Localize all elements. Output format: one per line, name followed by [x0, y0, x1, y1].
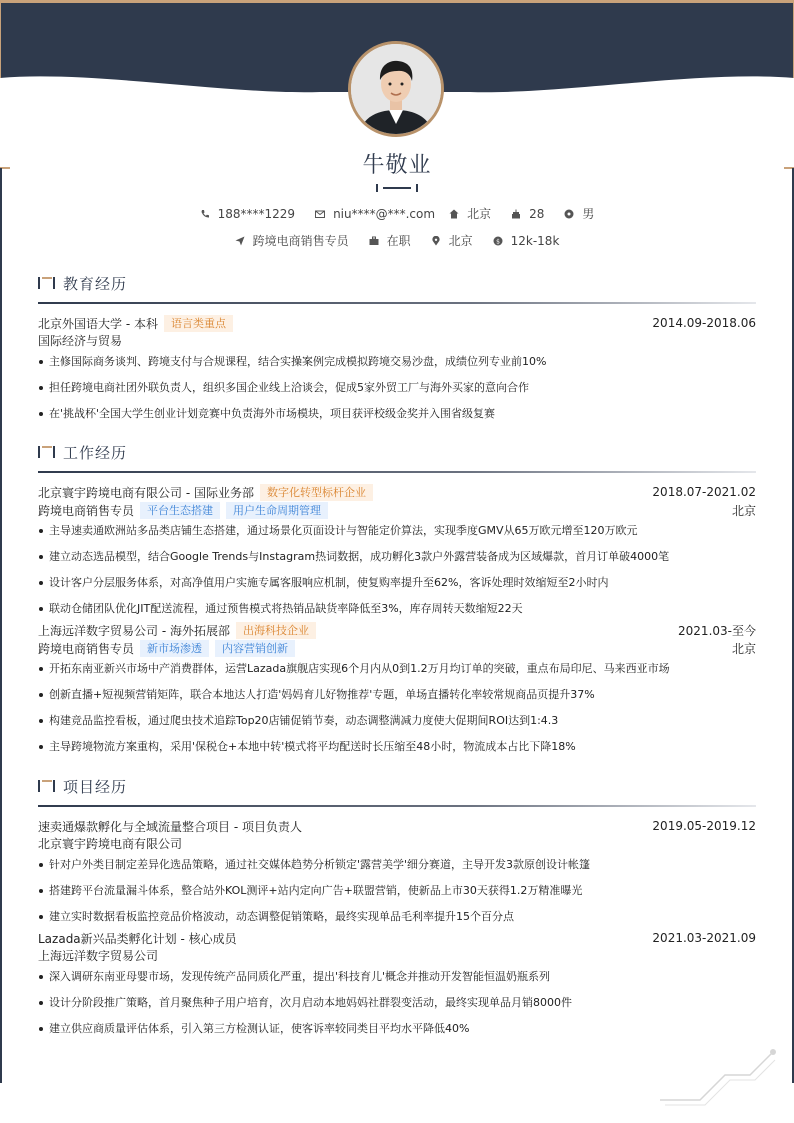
skill-tag: 平台生态搭建: [140, 502, 220, 519]
work-item: [38, 483, 756, 617]
candidate-name: 牛敬业: [362, 153, 432, 178]
list-item: 主导跨境物流方案重构，采用'保税仓+本地中转'模式将平均配送时长压缩至48小时，物流成本占比下降18%: [38, 739, 756, 755]
major: 国际经济与贸易: [38, 334, 123, 348]
status-text: 在职: [386, 234, 411, 248]
city-text: 北京: [467, 207, 492, 221]
email-item: [315, 207, 435, 221]
section-divider: [38, 805, 756, 807]
company-name: 北京寰宇跨境电商有限公司 - 国际业务部: [38, 485, 254, 500]
project-item: [38, 817, 756, 925]
send-icon: [235, 236, 245, 246]
education-item: [38, 314, 756, 422]
svg-text:$: $: [495, 237, 500, 245]
list-item: 设计分阶段推广策略，首月聚焦种子用户培育，次月启动本地妈妈社群裂变活动，最终实现单品月销8000件: [38, 995, 756, 1011]
job-item: [235, 232, 349, 249]
email-text: niu****@***.com: [333, 206, 436, 221]
list-item: 建立供应商质量评估体系，引入第三方检测认证，使客诉率较同类目平均水平降低40%: [38, 1021, 756, 1037]
city-item: [449, 205, 491, 222]
footer-line-ornament: [655, 1045, 785, 1110]
role-name: 跨境电商销售专员: [38, 641, 135, 656]
skill-tag: 新市场渗透: [140, 640, 209, 657]
avatar: [348, 41, 444, 137]
project-org: 上海远洋数字贸易公司: [38, 949, 159, 963]
section-bracket-icon: [38, 445, 56, 459]
company-tag: 数字化转型标杆企业: [260, 484, 373, 501]
avatar-portrait-icon: [351, 44, 441, 134]
salary-item: [493, 234, 560, 248]
list-item: 主修国际商务谈判、跨境支付与合规课程，结合实操案例完成模拟跨境交易沙盘，成绩位列专业前10%: [38, 354, 756, 370]
project-bullets: [38, 969, 756, 1037]
school-name: 北京外国语大学 - 本科: [38, 316, 158, 331]
company-tag: 出海科技企业: [236, 622, 316, 639]
email-icon: [315, 209, 325, 219]
age-item: [511, 207, 544, 221]
list-item: 创新直播+短视频营销矩阵，联合本地达人打造'妈妈育儿好物推荐'专题，单场直播转化率较常规商品页提升37%: [38, 687, 756, 703]
age-text: 28: [529, 206, 545, 221]
work-location: 北京: [731, 503, 756, 518]
list-item: 深入调研东南亚母婴市场，发现传统产品同质化严重，提出'科技育儿'概念并推动开发智能恒温奶瓶系列: [38, 969, 756, 985]
home-icon: [449, 209, 459, 219]
briefcase-icon: [369, 236, 379, 246]
project-dates: 2021.03-2021.09: [652, 931, 756, 945]
list-item: 建立动态选品模型，结合Google Trends与Instagram热词数据，成功孵化3款户外露营装备成为区域爆款，首月订单破4000笔: [38, 549, 756, 565]
work-bullets: [38, 523, 756, 617]
money-icon: [493, 236, 503, 246]
phone-icon: [200, 209, 210, 219]
work-section: [38, 441, 756, 765]
school-tag: 语言类重点: [164, 315, 233, 332]
education-section: [38, 272, 756, 432]
list-item: 联动仓储团队优化JIT配送流程，通过预售模式将热销品缺货率降低至3%，库存周转天数缩短22天: [38, 601, 756, 617]
list-item: 建立实时数据看板监控竞品价格波动，动态调整促销策略，最终实现单品毛利率提升15个百分点: [38, 909, 756, 925]
location-pin-icon: [431, 236, 441, 246]
skill-tag: 用户生命周期管理: [226, 502, 328, 519]
projects-section: [38, 775, 756, 1047]
gender-icon: [564, 209, 574, 219]
work-item: [38, 621, 756, 755]
list-item: 主导速卖通欧洲站多品类店铺生态搭建，通过场景化页面设计与智能定价算法，实现季度GMV从65万欧元增至120万欧元: [38, 523, 756, 539]
work-dates: 2021.03-至今: [678, 623, 756, 638]
work-dates: 2018.07-2021.02: [652, 485, 756, 499]
job-intent-row: [0, 232, 794, 249]
name-divider-ornament: [375, 184, 419, 192]
list-item: 针对户外类目制定差异化选品策略，通过社交媒体趋势分析锁定'露营美学'细分赛道，主导开发3款原创设计帐篷: [38, 857, 756, 873]
phone-item: [200, 207, 295, 221]
section-divider: [38, 471, 756, 473]
section-divider: [38, 302, 756, 304]
expect-city-item: [431, 232, 473, 249]
job-text: 跨境电商销售专员: [252, 234, 349, 248]
list-item: 在'挑战杯'全国大学生创业计划竞赛中负责海外市场模块，项目获评校级金奖并入围省级复赛: [38, 406, 756, 422]
skill-tag: 内容营销创新: [215, 640, 295, 657]
cake-icon: [511, 209, 521, 219]
contact-row: [0, 205, 794, 222]
list-item: 设计客户分层服务体系，对高净值用户实施专属客服响应机制，使复购率提升至62%，客诉处理时效缩短至2小时内: [38, 575, 756, 591]
edu-dates: 2014.09-2018.06: [652, 316, 756, 330]
company-name: 上海远洋数字贸易公司 - 海外拓展部: [38, 623, 230, 638]
expect-city-text: 北京: [448, 234, 473, 248]
education-header: [38, 272, 756, 294]
projects-header: [38, 775, 756, 797]
edu-bullets: [38, 354, 756, 422]
list-item: 开拓东南亚新兴市场中产消费群体，运营Lazada旗舰店实现6个月内从0到1.2万月均订单的突破，重点布局印尼、马来西亚市场: [38, 661, 756, 677]
list-item: 构建竞品监控看板，通过爬虫技术追踪Top20店铺促销节奏，动态调整满减力度使大促期间ROI达到1:4.3: [38, 713, 756, 729]
project-name: Lazada新兴品类孵化计划 - 核心成员: [38, 931, 237, 946]
projects-title: 项目经历: [63, 777, 128, 796]
work-header: [38, 441, 756, 463]
list-item: 担任跨境电商社团外联负责人，组织多国企业线上洽谈会，促成5家外贸工厂与海外买家的意向合作: [38, 380, 756, 396]
project-org: 北京寰宇跨境电商有限公司: [38, 837, 183, 851]
role-name: 跨境电商销售专员: [38, 503, 135, 518]
project-dates: 2019.05-2019.12: [652, 819, 756, 833]
left-border: [0, 168, 2, 1083]
section-bracket-icon: [38, 276, 56, 290]
work-bullets: [38, 661, 756, 755]
work-title: 工作经历: [63, 443, 128, 462]
education-title: 教育经历: [63, 274, 128, 293]
list-item: 搭建跨平台流量漏斗体系，整合站外KOL测评+站内定向广告+联盟营销，使新品上市30天获得1.2万精准曝光: [38, 883, 756, 899]
project-item: [38, 929, 756, 1037]
phone-text: 188****1229: [217, 206, 296, 221]
project-name: 速卖通爆款孵化与全域流量整合项目 - 项目负责人: [38, 819, 302, 834]
status-item: [369, 232, 411, 249]
gender-item: [564, 205, 594, 222]
salary-text: 12k-18k: [510, 233, 560, 248]
gender-text: 男: [582, 207, 595, 221]
work-location: 北京: [731, 641, 756, 656]
section-bracket-icon: [38, 779, 56, 793]
project-bullets: [38, 857, 756, 925]
